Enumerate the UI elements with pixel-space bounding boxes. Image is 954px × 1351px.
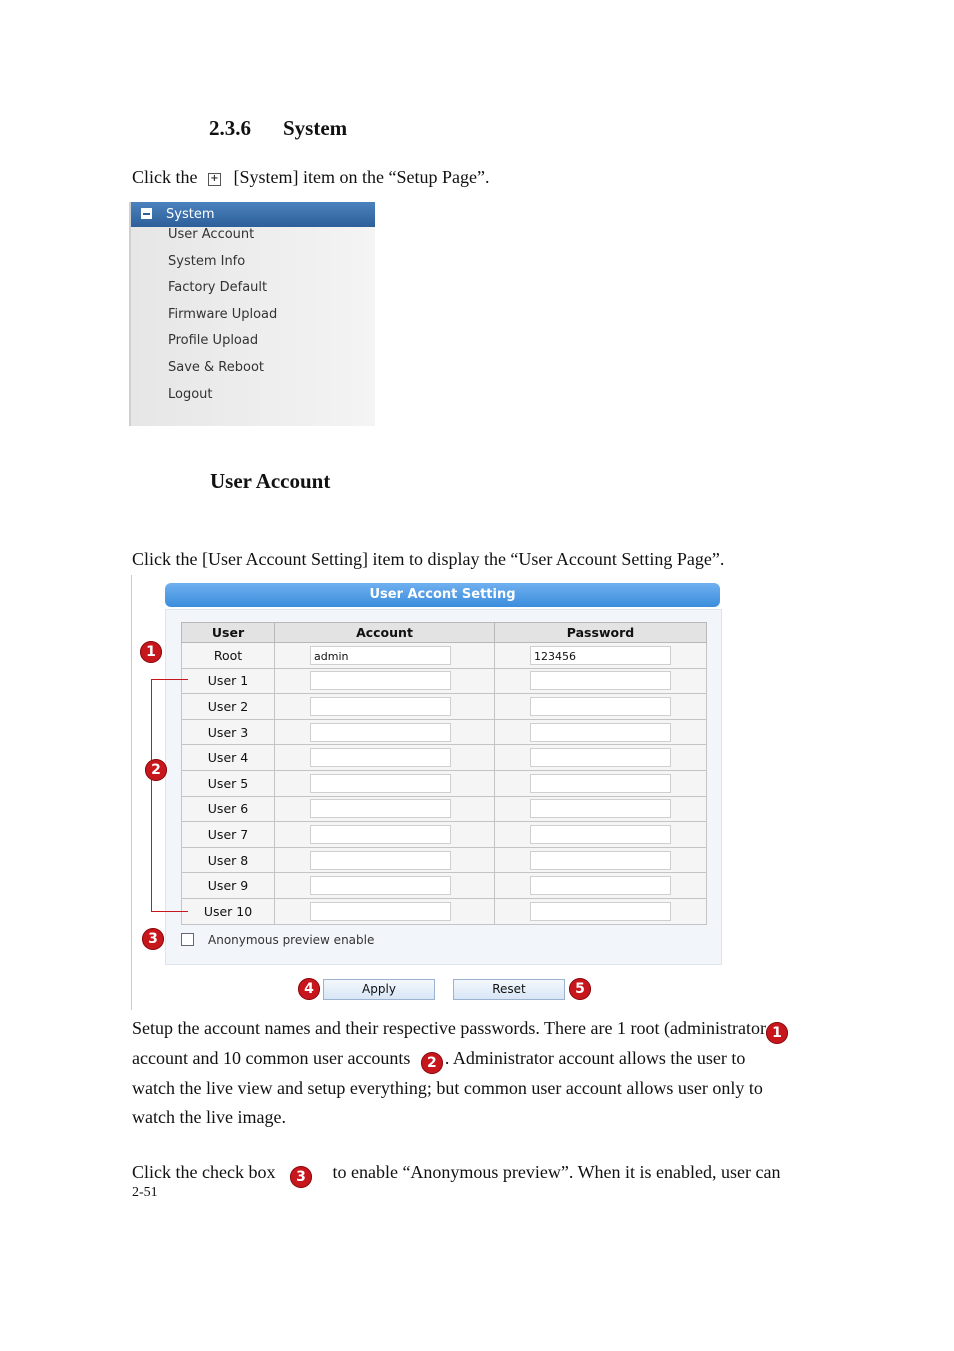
table-row — [182, 745, 707, 771]
password-input[interactable] — [530, 799, 671, 818]
user-cell: User 3 — [182, 719, 275, 745]
user-cell: User 6 — [182, 796, 275, 822]
checkbox-line-a: Click the check box — [132, 1162, 276, 1182]
checkbox-paragraph — [132, 1158, 781, 1188]
uas-panel-body — [165, 609, 722, 965]
account-input[interactable] — [310, 825, 451, 844]
table-row — [182, 694, 707, 720]
section-number: 2.3.6 — [209, 116, 251, 140]
column-header-password: Password — [495, 623, 707, 643]
menu-item-user-account[interactable]: User Account — [168, 227, 255, 242]
account-input[interactable] — [310, 851, 451, 870]
checkbox-line-b: to enable “Anonymous preview”. When it is enabled, user can — [332, 1162, 781, 1182]
page-number: 2-51 — [132, 1185, 158, 1200]
uas-title-bar: User Accont Setting — [165, 583, 720, 607]
account-input[interactable] — [310, 671, 451, 690]
table-row — [182, 847, 707, 873]
intro-before: Click the — [132, 167, 198, 187]
menu-item-save-reboot[interactable]: Save & Reboot — [168, 359, 265, 375]
body-line-4: watch the live image. — [132, 1107, 286, 1127]
account-input[interactable] — [310, 723, 451, 742]
password-input[interactable] — [530, 697, 671, 716]
callout-badge-2: 2 — [145, 759, 167, 781]
password-input[interactable] — [530, 825, 671, 844]
body-paragraph — [132, 1014, 832, 1132]
table-row — [182, 796, 707, 822]
callout-badge-5: 5 — [569, 978, 591, 1000]
section-title: System — [283, 116, 348, 140]
callout-badge-4: 4 — [298, 978, 320, 1000]
menu-header-label: System — [166, 207, 215, 222]
user-cell: User 4 — [182, 745, 275, 771]
password-input[interactable] — [530, 748, 671, 767]
instruction-line: Click the [User Account Setting] item to display the “User Account Setting Page”. — [132, 549, 725, 569]
body-line-2a: account and 10 common user accounts — [132, 1048, 411, 1068]
inline-badge-3: 3 — [290, 1166, 312, 1188]
anonymous-preview-label: Anonymous preview enable — [208, 933, 375, 947]
table-row — [182, 898, 707, 924]
user-cell: User 2 — [182, 694, 275, 720]
callout-bracket — [151, 679, 188, 912]
user-account-table — [181, 622, 707, 925]
table-row — [182, 822, 707, 848]
anonymous-preview-option — [181, 933, 374, 947]
table-row — [182, 643, 707, 669]
user-cell: User 7 — [182, 822, 275, 848]
password-input[interactable] — [530, 902, 671, 921]
apply-button[interactable]: Apply — [323, 979, 435, 1000]
user-cell: User 9 — [182, 873, 275, 899]
intro-after: [System] item on the “Setup Page”. — [233, 167, 490, 187]
menu-item-factory-default[interactable]: Factory Default — [168, 280, 268, 296]
password-input[interactable]: 123456 — [530, 646, 671, 665]
anonymous-preview-checkbox[interactable] — [181, 933, 194, 946]
user-cell: Root — [182, 643, 275, 669]
user-cell: User 1 — [182, 668, 275, 694]
account-input[interactable] — [310, 799, 451, 818]
menu-header-system[interactable] — [131, 202, 375, 227]
table-header-row — [182, 623, 707, 643]
menu-item-firmware-upload[interactable]: Firmware Upload — [168, 306, 278, 322]
inline-badge-2: 2 — [421, 1052, 443, 1074]
collapse-minus-icon — [141, 208, 152, 219]
menu-item-logout[interactable]: Logout — [168, 386, 213, 402]
body-line-2b: . Administrator account allows the user to — [444, 1048, 746, 1068]
password-input[interactable] — [530, 851, 671, 870]
account-input[interactable] — [310, 902, 451, 921]
account-input[interactable]: admin — [310, 646, 451, 665]
callout-badge-1: 1 — [140, 641, 162, 663]
expand-plus-icon: + — [208, 173, 221, 186]
password-input[interactable] — [530, 876, 671, 895]
user-cell: User 8 — [182, 847, 275, 873]
intro-line — [132, 163, 489, 192]
table-row — [182, 770, 707, 796]
table-row — [182, 668, 707, 694]
password-input[interactable] — [530, 774, 671, 793]
account-input[interactable] — [310, 876, 451, 895]
column-header-account: Account — [275, 623, 495, 643]
reset-button[interactable]: Reset — [453, 979, 565, 1000]
subsection-heading — [210, 469, 330, 494]
password-input[interactable] — [530, 671, 671, 690]
column-header-user: User — [182, 623, 275, 643]
system-side-menu — [129, 202, 375, 426]
subsection-title: User Account — [210, 469, 331, 493]
account-input[interactable] — [310, 748, 451, 767]
menu-item-system-info[interactable]: System Info — [168, 253, 246, 269]
account-input[interactable] — [310, 774, 451, 793]
password-input[interactable] — [530, 723, 671, 742]
user-cell: User 10 — [182, 898, 275, 924]
body-line-3: watch the live view and setup everything; but common user account allows user only to — [132, 1078, 763, 1098]
table-row — [182, 719, 707, 745]
account-input[interactable] — [310, 697, 451, 716]
user-cell: User 5 — [182, 770, 275, 796]
user-account-setting-panel — [131, 575, 738, 1010]
menu-item-profile-upload[interactable]: Profile Upload — [168, 333, 259, 349]
body-line-1: Setup the account names and their respective passwords. There are 1 root (administrator — [132, 1018, 766, 1038]
table-row — [182, 873, 707, 899]
callout-badge-3: 3 — [142, 928, 164, 950]
inline-badge-1: 1 — [766, 1022, 788, 1044]
section-heading — [209, 116, 347, 141]
